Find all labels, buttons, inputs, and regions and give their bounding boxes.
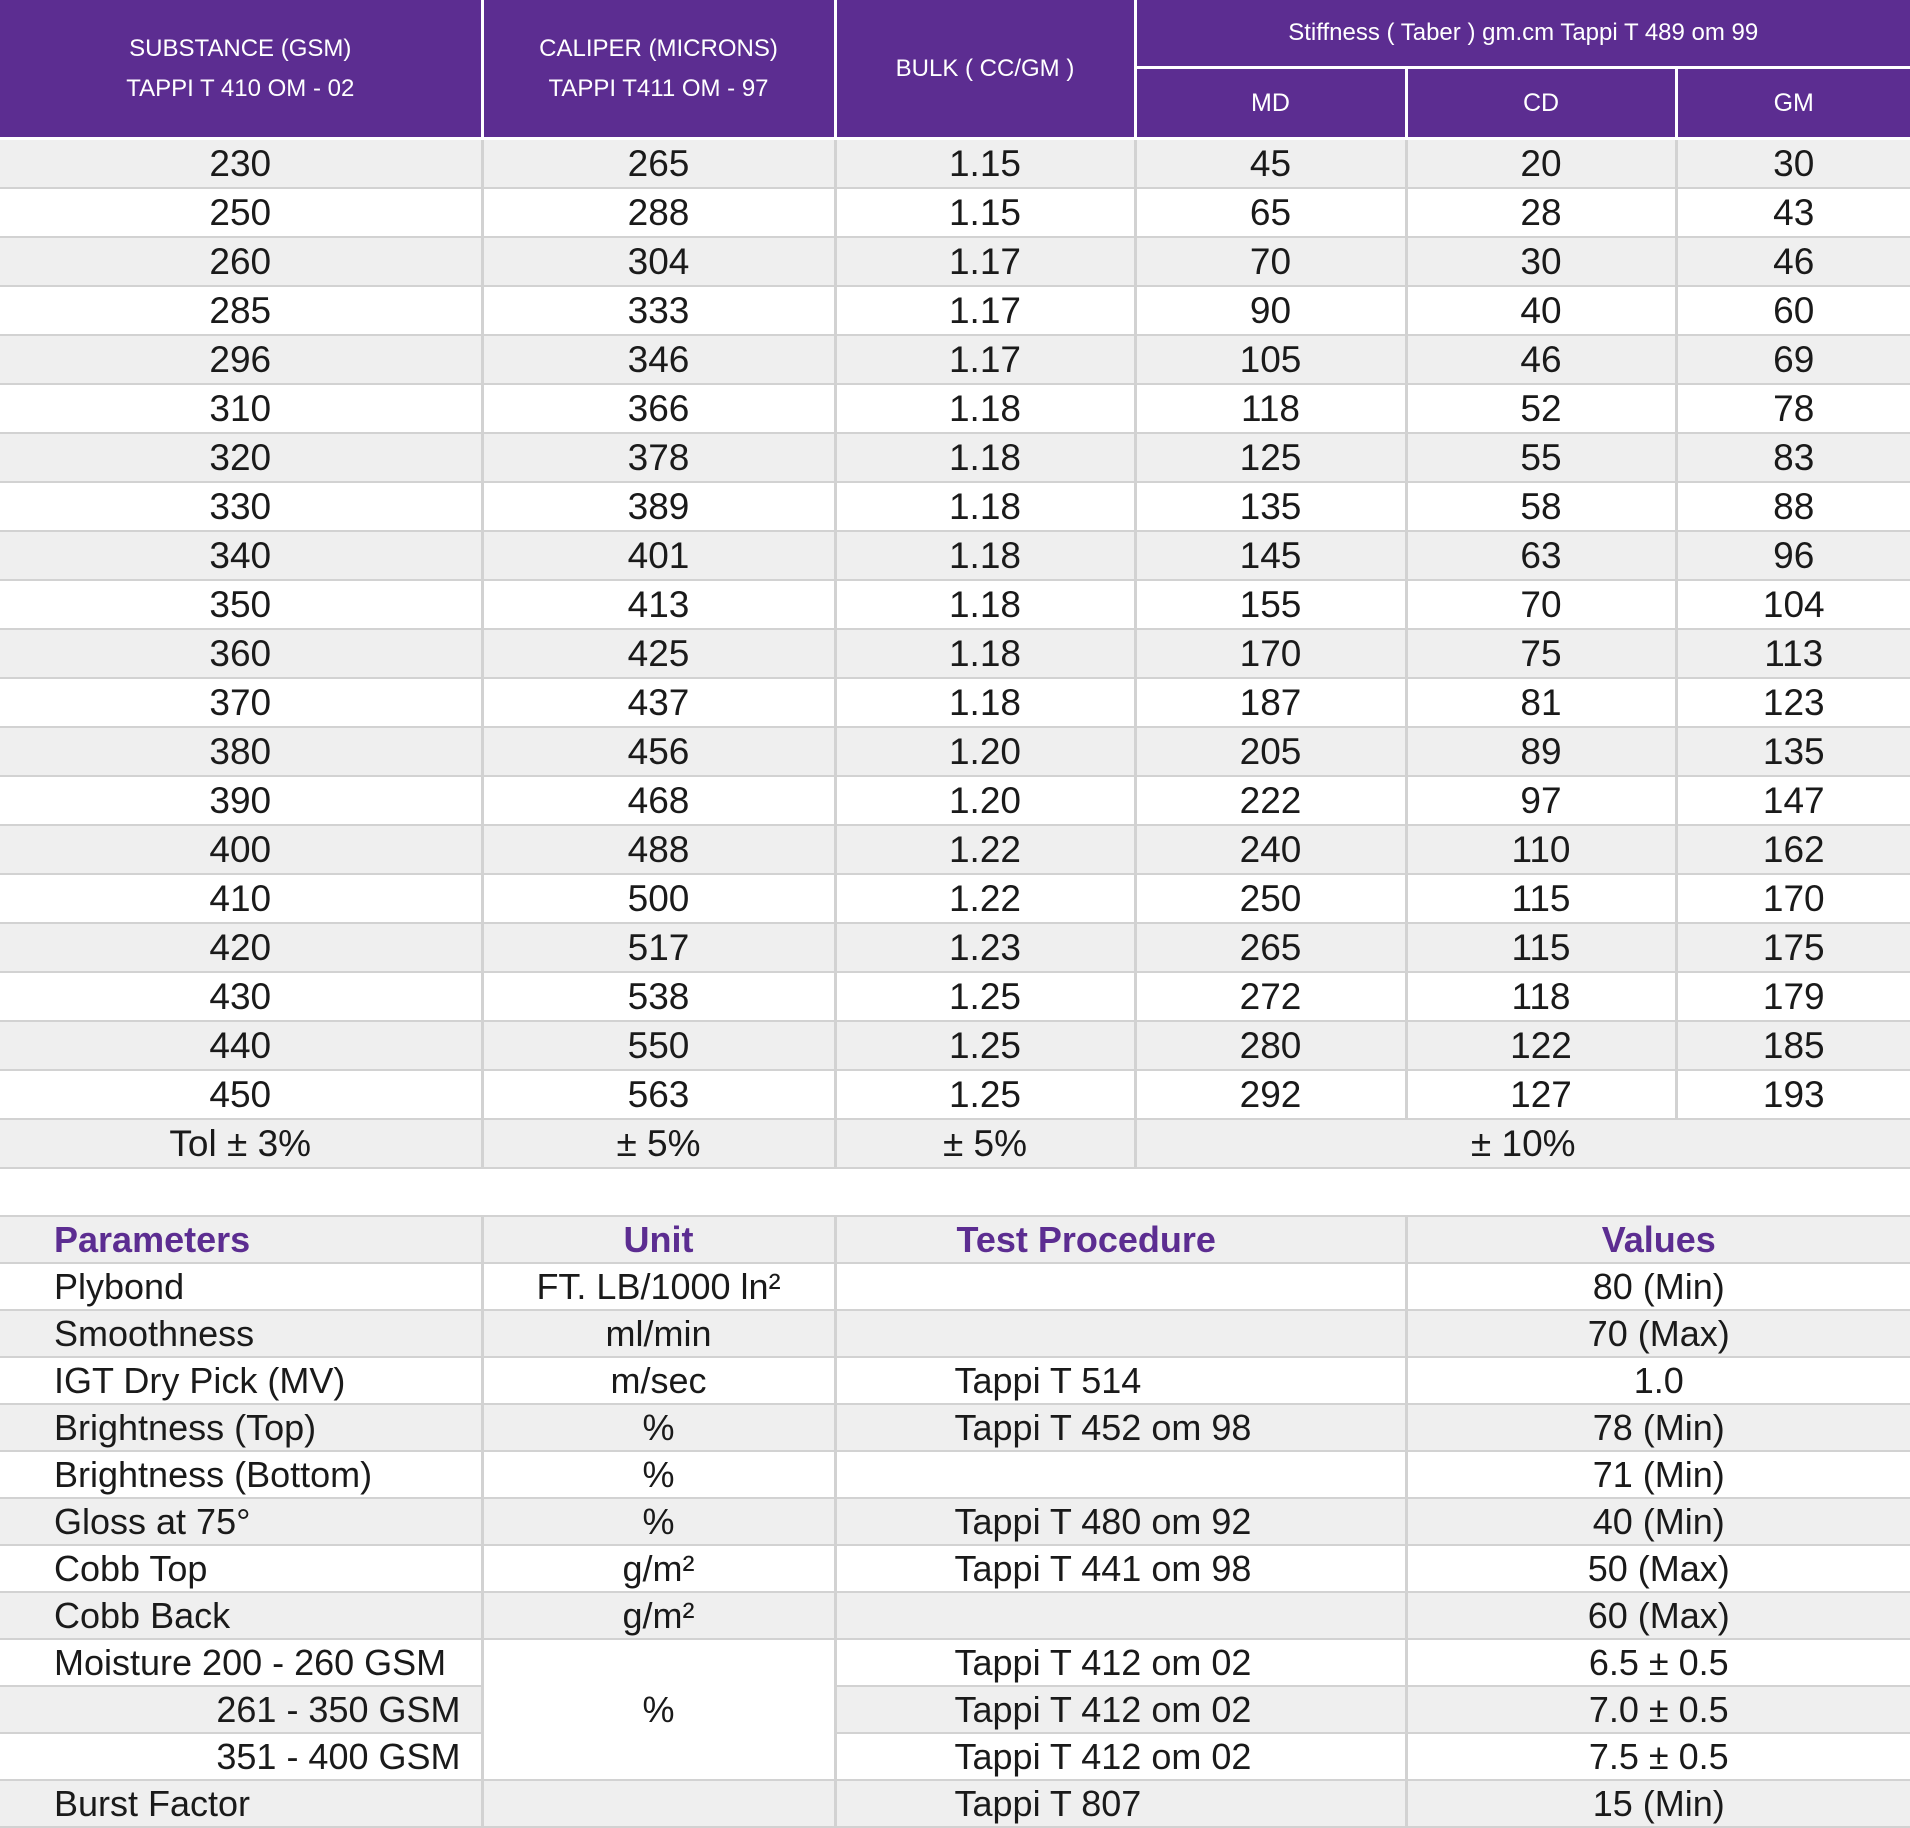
- parameters-rows: [0, 1217, 1910, 1827]
- cell-caliper: 389: [482, 482, 835, 531]
- burst-unit: [482, 1780, 835, 1827]
- table-row: [0, 776, 1910, 825]
- param-value: 70 (Max): [1406, 1310, 1910, 1357]
- header-values: Values: [1406, 1217, 1910, 1263]
- param-name: Brightness (Top): [0, 1404, 482, 1451]
- cell-cd: 127: [1406, 1070, 1676, 1119]
- cell-gm: 135: [1676, 727, 1910, 776]
- cell-caliper: 456: [482, 727, 835, 776]
- cell-md: 272: [1135, 972, 1406, 1021]
- cell-cd: 70: [1406, 580, 1676, 629]
- header-unit: Unit: [482, 1217, 835, 1263]
- cell-md: 170: [1135, 629, 1406, 678]
- param-unit: g/m²: [482, 1592, 835, 1639]
- cell-bulk: 1.20: [835, 727, 1135, 776]
- cell-bulk: 1.25: [835, 1070, 1135, 1119]
- cell-substance: 285: [0, 286, 482, 335]
- param-name: Brightness (Bottom): [0, 1451, 482, 1498]
- cell-bulk: 1.17: [835, 286, 1135, 335]
- cell-md: 205: [1135, 727, 1406, 776]
- cell-cd: 75: [1406, 629, 1676, 678]
- cell-md: 155: [1135, 580, 1406, 629]
- cell-md: 292: [1135, 1070, 1406, 1119]
- header-parameters: Parameters: [0, 1217, 482, 1263]
- cell-bulk: 1.18: [835, 629, 1135, 678]
- cell-md: 105: [1135, 335, 1406, 384]
- cell-substance: 330: [0, 482, 482, 531]
- cell-cd: 46: [1406, 335, 1676, 384]
- cell-substance: 320: [0, 433, 482, 482]
- moisture-row: [0, 1686, 1910, 1733]
- param-test-procedure: [835, 1592, 1406, 1639]
- cell-gm: 104: [1676, 580, 1910, 629]
- cell-cd: 118: [1406, 972, 1676, 1021]
- cell-md: 65: [1135, 188, 1406, 237]
- cell-md: 280: [1135, 1021, 1406, 1070]
- cell-gm: 179: [1676, 972, 1910, 1021]
- cell-caliper: 488: [482, 825, 835, 874]
- param-test-procedure: Tappi T 480 om 92: [835, 1498, 1406, 1545]
- cell-md: 265: [1135, 923, 1406, 972]
- moisture-row: [0, 1733, 1910, 1780]
- param-unit: %: [482, 1404, 835, 1451]
- cell-substance: 400: [0, 825, 482, 874]
- specification-rows: [0, 139, 1910, 1169]
- table-row: [0, 972, 1910, 1021]
- header-stiffness: Stiffness ( Taber ) gm.cm Tappi T 489 om 99: [1135, 0, 1910, 68]
- cell-cd: 20: [1406, 139, 1676, 189]
- moisture-test: Tappi T 412 om 02: [835, 1733, 1406, 1780]
- cell-gm: 69: [1676, 335, 1910, 384]
- table-row: [0, 923, 1910, 972]
- cell-caliper: 413: [482, 580, 835, 629]
- cell-bulk: 1.18: [835, 531, 1135, 580]
- list-item: [0, 1592, 1910, 1639]
- cell-substance: 250: [0, 188, 482, 237]
- cell-md: 45: [1135, 139, 1406, 189]
- param-test-procedure: [835, 1451, 1406, 1498]
- param-name: Cobb Back: [0, 1592, 482, 1639]
- cell-substance: 340: [0, 531, 482, 580]
- cell-gm: 88: [1676, 482, 1910, 531]
- header-caliper: [482, 0, 835, 139]
- param-unit: FT. LB/1000 ln²: [482, 1263, 835, 1310]
- cell-substance: 310: [0, 384, 482, 433]
- list-item: [0, 1310, 1910, 1357]
- cell-substance: 390: [0, 776, 482, 825]
- cell-bulk: 1.22: [835, 874, 1135, 923]
- cell-bulk: 1.15: [835, 139, 1135, 189]
- cell-bulk: 1.18: [835, 433, 1135, 482]
- table-row: [0, 678, 1910, 727]
- table-row: [0, 286, 1910, 335]
- list-item: [0, 1263, 1910, 1310]
- param-name: Smoothness: [0, 1310, 482, 1357]
- table-row: [0, 482, 1910, 531]
- cell-gm: 193: [1676, 1070, 1910, 1119]
- cell-substance: 260: [0, 237, 482, 286]
- moisture-range: 351 - 400 GSM: [0, 1733, 482, 1780]
- tolerance-caliper: ± 5%: [482, 1119, 835, 1168]
- cell-bulk: 1.18: [835, 384, 1135, 433]
- list-item: [0, 1451, 1910, 1498]
- cell-md: 70: [1135, 237, 1406, 286]
- param-unit: %: [482, 1498, 835, 1545]
- header-substance: [0, 0, 482, 139]
- param-name: Gloss at 75°: [0, 1498, 482, 1545]
- param-value: 50 (Max): [1406, 1545, 1910, 1592]
- tolerance-bulk: ± 5%: [835, 1119, 1135, 1168]
- cell-substance: 450: [0, 1070, 482, 1119]
- table-row: [0, 1021, 1910, 1070]
- cell-cd: 58: [1406, 482, 1676, 531]
- table-row: [0, 139, 1910, 189]
- list-item: [0, 1498, 1910, 1545]
- param-value: 60 (Max): [1406, 1592, 1910, 1639]
- param-unit: m/sec: [482, 1357, 835, 1404]
- cell-gm: 147: [1676, 776, 1910, 825]
- moisture-value: 6.5 ± 0.5: [1406, 1639, 1910, 1686]
- cell-gm: 123: [1676, 678, 1910, 727]
- cell-md: 222: [1135, 776, 1406, 825]
- list-item: [0, 1404, 1910, 1451]
- cell-cd: 81: [1406, 678, 1676, 727]
- moisture-range: 261 - 350 GSM: [0, 1686, 482, 1733]
- cell-caliper: 346: [482, 335, 835, 384]
- param-test-procedure: [835, 1263, 1406, 1310]
- param-unit: ml/min: [482, 1310, 835, 1357]
- table-row: [0, 433, 1910, 482]
- cell-bulk: 1.17: [835, 335, 1135, 384]
- cell-cd: 52: [1406, 384, 1676, 433]
- header-md: MD: [1135, 68, 1406, 139]
- table-spacer: [0, 1169, 1910, 1217]
- cell-gm: 83: [1676, 433, 1910, 482]
- cell-gm: 113: [1676, 629, 1910, 678]
- header-caliper-line1: CALIPER (MICRONS): [539, 34, 778, 62]
- param-test-procedure: Tappi T 441 om 98: [835, 1545, 1406, 1592]
- table-row: [0, 335, 1910, 384]
- cell-bulk: 1.20: [835, 776, 1135, 825]
- cell-caliper: 517: [482, 923, 835, 972]
- cell-bulk: 1.25: [835, 1021, 1135, 1070]
- header-cd: CD: [1406, 68, 1676, 139]
- cell-bulk: 1.18: [835, 580, 1135, 629]
- burst-row: [0, 1780, 1910, 1827]
- param-name: Plybond: [0, 1263, 482, 1310]
- param-value: 40 (Min): [1406, 1498, 1910, 1545]
- cell-caliper: 563: [482, 1070, 835, 1119]
- cell-md: 135: [1135, 482, 1406, 531]
- param-unit: %: [482, 1451, 835, 1498]
- cell-gm: 60: [1676, 286, 1910, 335]
- burst-name: Burst Factor: [0, 1780, 482, 1827]
- param-value: 80 (Min): [1406, 1263, 1910, 1310]
- cell-gm: 78: [1676, 384, 1910, 433]
- header-gm: GM: [1676, 68, 1910, 139]
- cell-bulk: 1.17: [835, 237, 1135, 286]
- header-caliper-line2: TAPPI T411 OM - 97: [548, 74, 769, 102]
- moisture-test: Tappi T 412 om 02: [835, 1686, 1406, 1733]
- cell-md: 118: [1135, 384, 1406, 433]
- cell-caliper: 333: [482, 286, 835, 335]
- cell-substance: 410: [0, 874, 482, 923]
- cell-caliper: 500: [482, 874, 835, 923]
- cell-substance: 350: [0, 580, 482, 629]
- cell-caliper: 401: [482, 531, 835, 580]
- table-row: [0, 727, 1910, 776]
- table-row: [0, 580, 1910, 629]
- header-substance-line2: TAPPI T 410 OM - 02: [126, 74, 355, 102]
- cell-cd: 30: [1406, 237, 1676, 286]
- cell-gm: 30: [1676, 139, 1910, 189]
- list-item: [0, 1357, 1910, 1404]
- cell-gm: 175: [1676, 923, 1910, 972]
- table-row: [0, 237, 1910, 286]
- tolerance-stiffness: ± 10%: [1135, 1119, 1910, 1168]
- cell-bulk: 1.22: [835, 825, 1135, 874]
- cell-substance: 230: [0, 139, 482, 189]
- table-row: [0, 531, 1910, 580]
- cell-caliper: 550: [482, 1021, 835, 1070]
- cell-caliper: 538: [482, 972, 835, 1021]
- cell-substance: 440: [0, 1021, 482, 1070]
- param-value: 71 (Min): [1406, 1451, 1910, 1498]
- parameters-table: [0, 1217, 1910, 1828]
- cell-md: 250: [1135, 874, 1406, 923]
- parameters-header-row: [0, 1217, 1910, 1263]
- moisture-unit: %: [482, 1639, 835, 1780]
- cell-caliper: 265: [482, 139, 835, 189]
- param-value: 1.0: [1406, 1357, 1910, 1404]
- param-name: Cobb Top: [0, 1545, 482, 1592]
- cell-cd: 89: [1406, 727, 1676, 776]
- moisture-value: 7.0 ± 0.5: [1406, 1686, 1910, 1733]
- header-substance-line1: SUBSTANCE (GSM): [129, 34, 352, 62]
- cell-caliper: 468: [482, 776, 835, 825]
- cell-gm: 46: [1676, 237, 1910, 286]
- cell-cd: 63: [1406, 531, 1676, 580]
- table-row: [0, 1070, 1910, 1119]
- moisture-label: Moisture 200 - 260 GSM: [0, 1639, 482, 1686]
- cell-substance: 296: [0, 335, 482, 384]
- cell-gm: 170: [1676, 874, 1910, 923]
- table-row: [0, 629, 1910, 678]
- cell-md: 125: [1135, 433, 1406, 482]
- cell-cd: 122: [1406, 1021, 1676, 1070]
- cell-substance: 360: [0, 629, 482, 678]
- cell-gm: 43: [1676, 188, 1910, 237]
- list-item: [0, 1545, 1910, 1592]
- cell-md: 240: [1135, 825, 1406, 874]
- cell-bulk: 1.15: [835, 188, 1135, 237]
- cell-caliper: 366: [482, 384, 835, 433]
- cell-gm: 96: [1676, 531, 1910, 580]
- cell-caliper: 437: [482, 678, 835, 727]
- cell-cd: 40: [1406, 286, 1676, 335]
- cell-cd: 115: [1406, 923, 1676, 972]
- header-bulk: BULK ( CC/GM ): [835, 0, 1135, 139]
- cell-substance: 430: [0, 972, 482, 1021]
- cell-cd: 28: [1406, 188, 1676, 237]
- cell-md: 187: [1135, 678, 1406, 727]
- param-name: IGT Dry Pick (MV): [0, 1357, 482, 1404]
- cell-cd: 55: [1406, 433, 1676, 482]
- cell-substance: 370: [0, 678, 482, 727]
- cell-bulk: 1.25: [835, 972, 1135, 1021]
- tolerance-substance: Tol ± 3%: [0, 1119, 482, 1168]
- cell-cd: 110: [1406, 825, 1676, 874]
- cell-md: 145: [1135, 531, 1406, 580]
- moisture-test: Tappi T 412 om 02: [835, 1639, 1406, 1686]
- param-value: 78 (Min): [1406, 1404, 1910, 1451]
- tolerance-row: [0, 1119, 1910, 1168]
- cell-bulk: 1.18: [835, 678, 1135, 727]
- cell-caliper: 425: [482, 629, 835, 678]
- cell-caliper: 288: [482, 188, 835, 237]
- cell-caliper: 378: [482, 433, 835, 482]
- table-row: [0, 825, 1910, 874]
- cell-cd: 97: [1406, 776, 1676, 825]
- cell-md: 90: [1135, 286, 1406, 335]
- burst-test: Tappi T 807: [835, 1780, 1406, 1827]
- cell-substance: 420: [0, 923, 482, 972]
- param-test-procedure: Tappi T 452 om 98: [835, 1404, 1406, 1451]
- table-row: [0, 384, 1910, 433]
- moisture-value: 7.5 ± 0.5: [1406, 1733, 1910, 1780]
- param-test-procedure: Tappi T 514: [835, 1357, 1406, 1404]
- header-test-procedure: Test Procedure: [835, 1217, 1406, 1263]
- cell-bulk: 1.23: [835, 923, 1135, 972]
- cell-gm: 185: [1676, 1021, 1910, 1070]
- cell-substance: 380: [0, 727, 482, 776]
- cell-caliper: 304: [482, 237, 835, 286]
- burst-value: 15 (Min): [1406, 1780, 1910, 1827]
- param-test-procedure: [835, 1310, 1406, 1357]
- cell-cd: 115: [1406, 874, 1676, 923]
- cell-gm: 162: [1676, 825, 1910, 874]
- table-row: [0, 874, 1910, 923]
- table-row: [0, 188, 1910, 237]
- cell-bulk: 1.18: [835, 482, 1135, 531]
- moisture-row: [0, 1639, 1910, 1686]
- param-unit: g/m²: [482, 1545, 835, 1592]
